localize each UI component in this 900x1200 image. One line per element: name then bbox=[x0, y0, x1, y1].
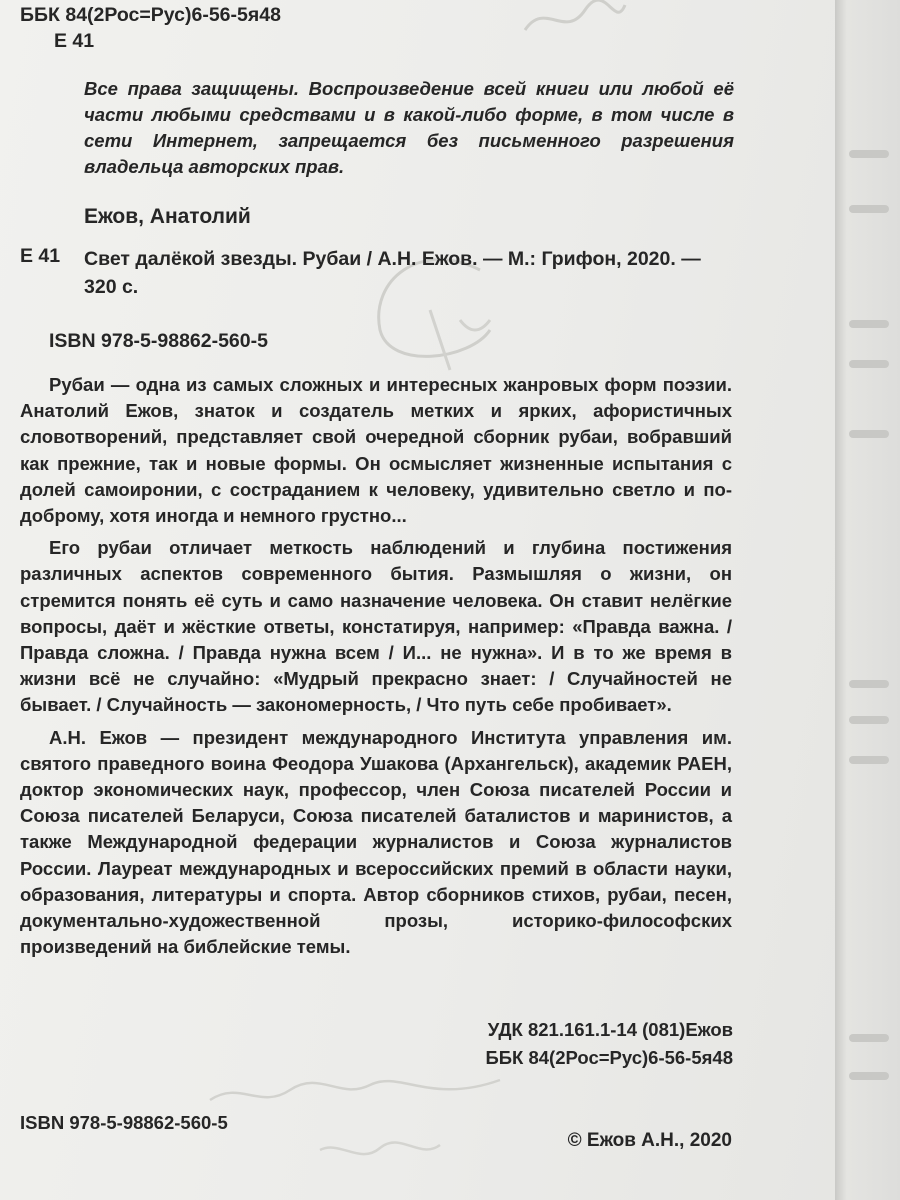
bleed-through-imprint bbox=[200, 1070, 520, 1180]
udk-code: УДК 821.161.1-14 (081)Ежов bbox=[487, 1019, 733, 1040]
isbn-catalog: ISBN 978-5-98862-560-5 bbox=[49, 330, 268, 352]
author-mark-header: Е 41 bbox=[54, 30, 95, 52]
classification-block bbox=[485, 1016, 733, 1072]
bleed-through-flourish bbox=[520, 0, 630, 40]
rights-notice: Все права защищены. Воспроизведение всей книги или любой её части любыми средствами и в какой-либо форме, в том числе в сети Интернет, запрещается без письменного разрешения владельца авторских прав. bbox=[84, 78, 734, 177]
annotation-paragraph: Его рубаи отличает меткость наблюдений и глубина постижения различных аспектов современного бытия. Размышляя о жизни, он стремится понять её суть и само назначение человека. Он ставит нелёгкие вопросы, даёт и жёсткие ответы, констатируя, например: «Правда важна. / Правда сложна. / Правда нужна всем / И... не нужна». И в то же время в жизни всё не случайно: «Мудрый прекрасно знает: / Случайностей не бывает. / Случайность — закономерность, / Что путь себе пробивает». bbox=[20, 537, 732, 716]
copyright-notice: © Ежов А.Н., 2020 bbox=[567, 1130, 732, 1151]
adjacent-page-edge bbox=[835, 0, 900, 1200]
annotation-paragraph: А.Н. Ежов — президент международного Института управления им. святого праведного воина Феодора Ушакова (Архангельск), академик РАЕН, доктор экономических наук, профессор, член Союза писателей России и Союза писателей Беларуси, Союза писателей баталистов и маринистов, а также Международной федерации журналистов и Союза журналистов России. Лауреат международных и всероссийских премий в области науки, образования, литературы и спорта. Автор сборников стихов, рубаи, песен, документально-художественной прозы, историко-философских произведений на библейские темы. bbox=[20, 726, 732, 958]
annotation bbox=[20, 372, 732, 966]
bbk-code-footer: ББК 84(2Рос=Рус)6-56-5я48 bbox=[485, 1047, 733, 1068]
isbn-footer: ISBN 978-5-98862-560-5 bbox=[20, 1112, 228, 1133]
author-mark-catalog: Е 41 bbox=[20, 245, 61, 267]
bbk-code-header: ББК 84(2Рос=Рус)6-56-5я48 bbox=[20, 4, 281, 26]
author-heading: Ежов, Анатолий bbox=[84, 205, 251, 228]
bibliographic-description: Свет далёкой звезды. Рубаи / А.Н. Ежов. — М.: Грифон, 2020. — 320 с. bbox=[84, 248, 701, 298]
annotation-paragraph: Рубаи — одна из самых сложных и интересных жанровых форм поэзии. Анатолий Ежов, знаток и создатель метких и ярких, афористичных словотворений, представляет свой очередной сборник рубаи, вобравший как прежние, так и новые формы. Он осмысляет жизненные испытания с долей самоиронии, с состраданием к человеку, удивительно светло и по-доброму, хотя иногда и немного грустно... bbox=[20, 374, 732, 527]
